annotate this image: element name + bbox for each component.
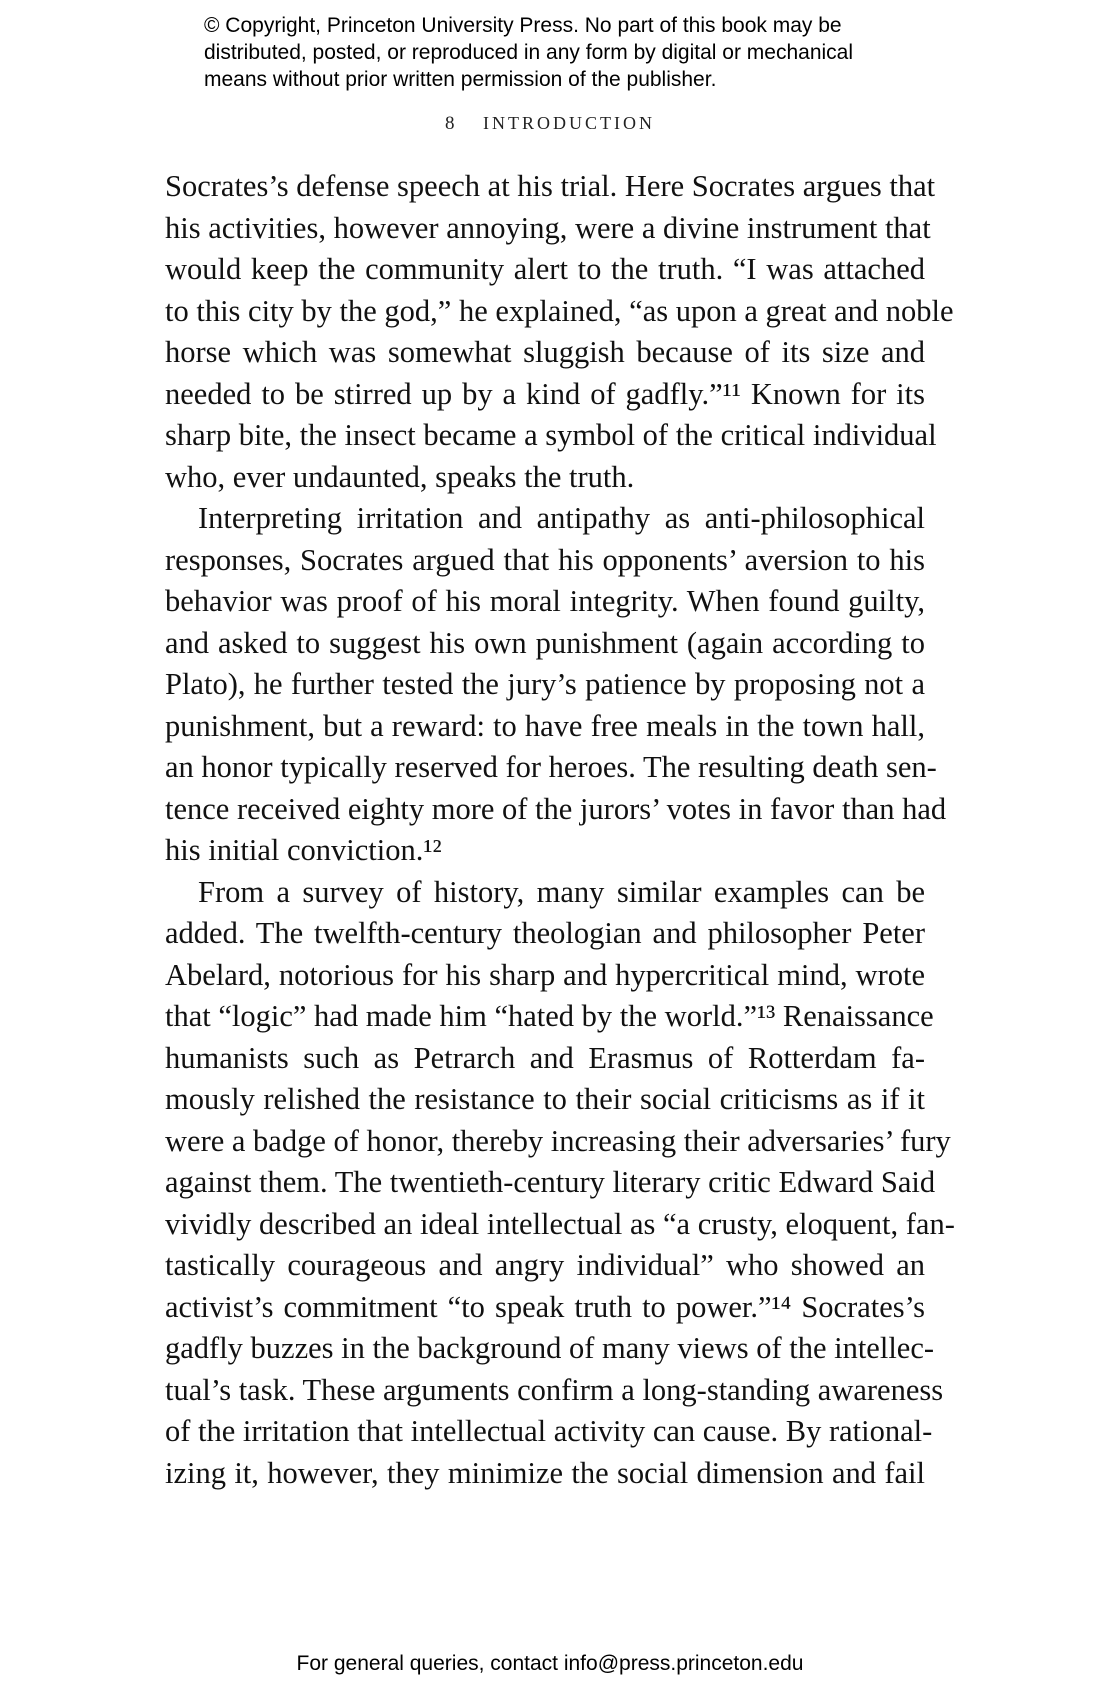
text-line: who, ever undaunted, speaks the truth. — [165, 459, 635, 494]
text-line: Plato), he further tested the jury’s patience by proposing not a — [165, 667, 925, 701]
text-line: that “logic” had made him “hated by the world.”¹³ Renaissance — [165, 999, 934, 1033]
text-line: vividly described an ideal intellectual as “a crusty, eloquent, fan- — [165, 1206, 955, 1241]
text-line: his initial conviction.¹² — [165, 833, 442, 867]
text-line: behavior was proof of his moral integrity. When found guilty, — [165, 584, 925, 618]
copyright-line: means without prior written permission of the publisher. — [204, 68, 717, 91]
text-line: Interpreting irritation and antipathy as anti-philosophical — [198, 501, 925, 535]
text-line: needed to be stirred up by a kind of gadfly.”¹¹ Known for its — [165, 376, 925, 411]
running-head — [0, 113, 1100, 135]
text-line: horse which was somewhat sluggish because of its size and — [165, 335, 925, 369]
section-title: INTRODUCTION — [483, 113, 655, 133]
text-line: humanists such as Petrarch and Erasmus of Rotterdam fa- — [165, 1040, 925, 1075]
text-line: would keep the community alert to the truth. “I was attached — [165, 252, 925, 286]
copyright-line: © Copyright, Princeton University Press. No part of this book may be — [204, 14, 842, 37]
text-line: mously relished the resistance to their social criticisms as if it — [165, 1082, 925, 1116]
text-line: From a survey of history, many similar examples can be — [198, 874, 925, 909]
text-line: an honor typically reserved for heroes. The resulting death sen- — [165, 750, 937, 784]
copyright-line: distributed, posted, or reproduced in any form by digital or mechanical — [204, 41, 854, 64]
text-line: gadfly buzzes in the background of many views of the intellec- — [165, 1331, 935, 1365]
text-line: responses, Socrates argued that his opponents’ aversion to his — [165, 542, 925, 577]
text-line: activist’s commitment “to speak truth to power.”¹⁴ Socrates’s — [165, 1289, 925, 1324]
text-line: izing it, however, they minimize the social dimension and fail — [165, 1455, 925, 1490]
text-line: Socrates’s defense speech at his trial. Here Socrates argues that — [165, 169, 936, 203]
text-line: and asked to suggest his own punishment (again according to — [165, 625, 925, 660]
body-text — [165, 166, 955, 1494]
text-line: were a badge of honor, thereby increasing their adversaries’ fury — [165, 1123, 951, 1158]
text-line: of the irritation that intellectual activity can cause. By rational- — [165, 1414, 933, 1448]
text-line: added. The twelfth-century theologian and philosopher Peter — [165, 916, 925, 950]
text-line: sharp bite, the insect became a symbol of the critical individual — [165, 418, 937, 452]
text-line: his activities, however annoying, were a divine instrument that — [165, 210, 931, 245]
text-line: Abelard, notorious for his sharp and hypercritical mind, wrote — [165, 957, 925, 992]
footer-contact: For general queries, contact info@press.princeton.edu — [296, 1652, 804, 1675]
text-line: against them. The twentieth-century literary critic Edward Said — [165, 1165, 936, 1199]
text-line: punishment, but a reward: to have free meals in the town hall, — [165, 708, 925, 743]
text-line: tence received eighty more of the jurors’ votes in favor than had — [165, 791, 947, 826]
text-line: tastically courageous and angry individual” who showed an — [165, 1248, 925, 1282]
page-number: 8 — [445, 113, 455, 134]
text-line: tual’s task. These arguments confirm a long-standing awareness — [165, 1372, 944, 1407]
copyright-notice — [204, 12, 964, 93]
text-line: to this city by the god,” he explained, “as upon a great and noble — [165, 293, 954, 328]
